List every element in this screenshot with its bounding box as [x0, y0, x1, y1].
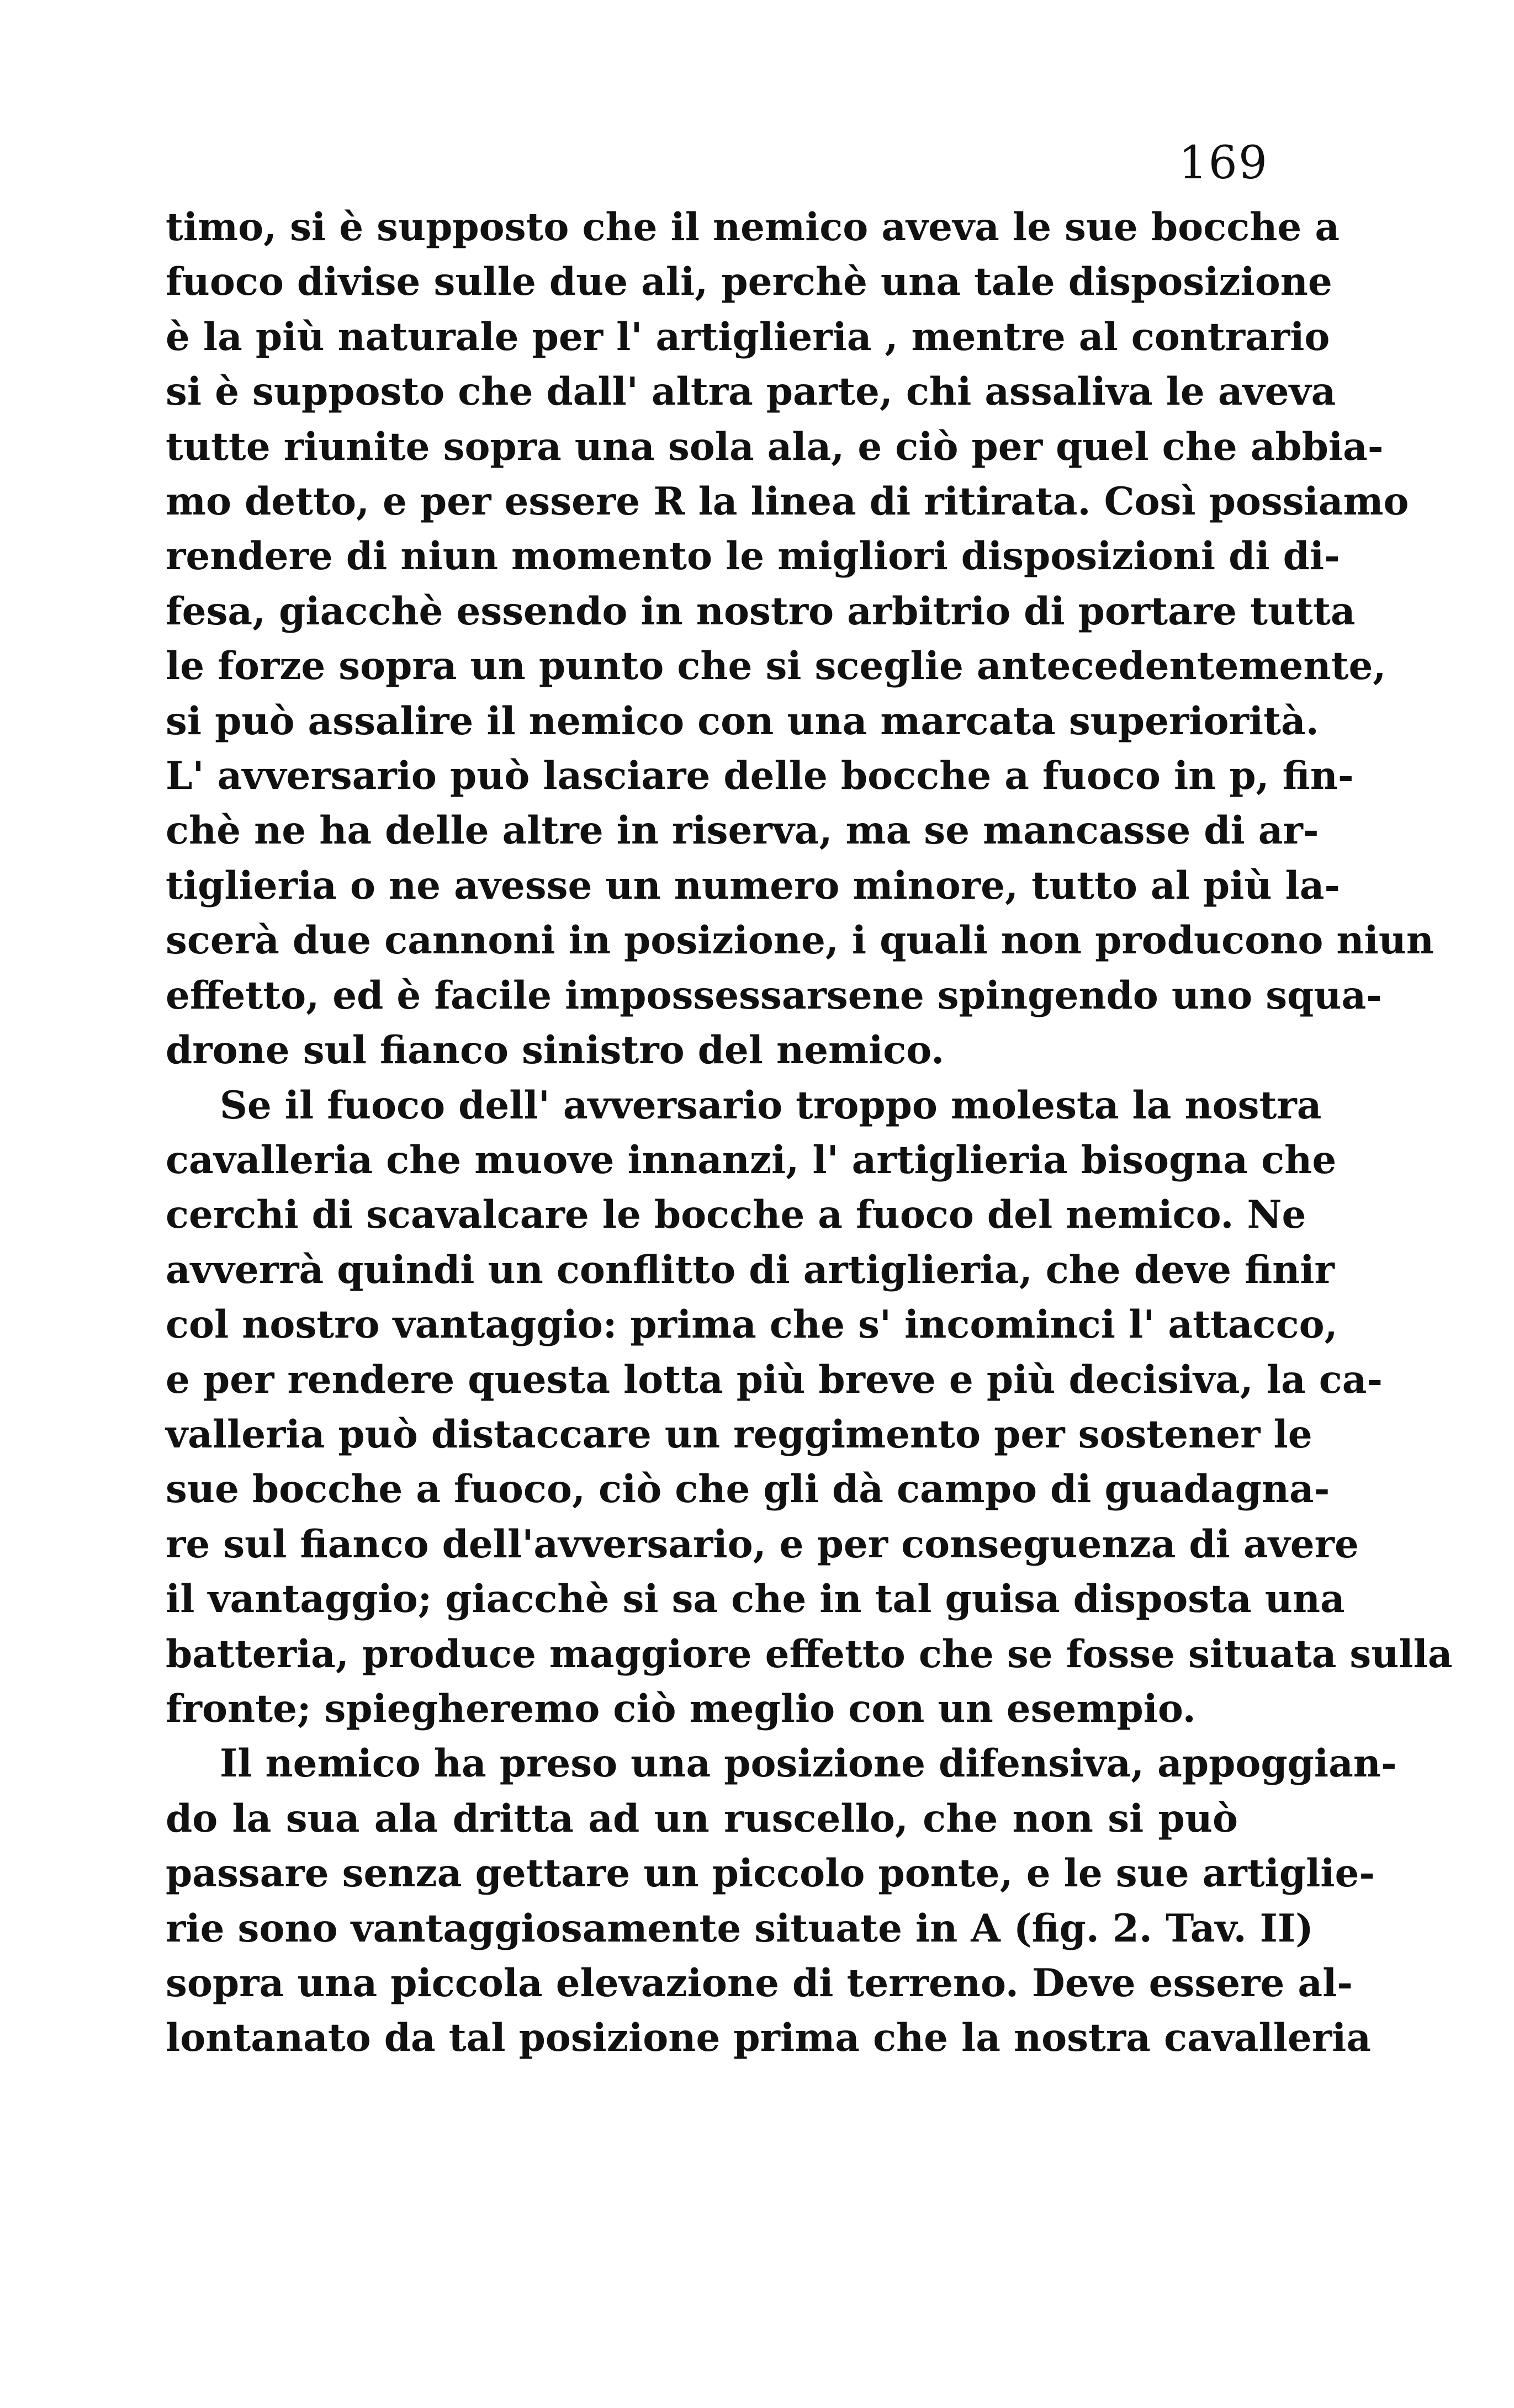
text-line: chè ne ha delle altre in riserva, ma se mancasse di ar- [166, 808, 1319, 853]
text-line: batteria, produce maggiore effetto che se fosse situata sulla [166, 1631, 1453, 1677]
text-line: fronte; spiegheremo ciò meglio con un esempio. [166, 1686, 1196, 1731]
text-line: cavalleria che muove innanzi, l' artiglieria bisogna che [166, 1137, 1337, 1182]
text-line: sue bocche a fuoco, ciò che gli dà campo di guadagna- [166, 1467, 1330, 1512]
text-line: Se il fuoco dell' avversario troppo molesta la nostra [220, 1083, 1322, 1128]
text-line: L' avversario può lasciare delle bocche a fuoco in p, fin- [166, 754, 1354, 799]
page-number: 169 [1178, 137, 1268, 189]
text-line: drone sul fianco sinistro del nemico. [166, 1028, 945, 1073]
text-line: il vantaggio; giacchè si sa che in tal guisa disposta una [166, 1577, 1345, 1622]
text-line: lontanato da tal posizione prima che la nostra cavalleria [166, 2015, 1372, 2061]
text-line: re sul fianco dell'avversario, e per conseguenza di avere [166, 1521, 1359, 1567]
text-line: tutte riunite sopra una sola ala, e ciò per quel che abbia- [166, 424, 1384, 469]
text-line: rendere di niun momento le migliori disposizioni di di- [166, 534, 1340, 579]
text-line: si è supposto che dall' altra parte, chi assaliva le aveva [166, 369, 1336, 415]
text-line: effetto, ed è facile impossessarsene spingendo uno squa- [166, 973, 1382, 1018]
text-line: avverrà quindi un conflitto di artiglieria, che deve finir [166, 1247, 1335, 1292]
text-line: tiglieria o ne avesse un numero minore, tutto al più la- [166, 863, 1341, 908]
text-line: valleria può distaccare un reggimento per sostener le [166, 1412, 1312, 1457]
text-line: rie sono vantaggiosamente situate in A (fig. 2. Tav. II) [166, 1906, 1314, 1951]
text-line: si può assalire il nemico con una marcata superiorità. [166, 698, 1319, 744]
body-text [166, 200, 1453, 2066]
text-line: cerchi di scavalcare le bocche a fuoco del nemico. Ne [166, 1192, 1306, 1238]
text-line: do la sua ala dritta ad un ruscello, che non si può [166, 1796, 1238, 1841]
text-line: e per rendere questa lotta più breve e più decisiva, la ca- [166, 1357, 1383, 1402]
text-line: mo detto, e per essere R la linea di ritirata. Così possiamo [166, 479, 1409, 524]
text-line: è la più naturale per l' artiglieria , mentre al contrario [166, 314, 1330, 359]
text-line: passare senza gettare un piccolo ponte, e le sue artiglie- [166, 1851, 1375, 1896]
text-line: col nostro vantaggio: prima che s' incominci l' attacco, [166, 1302, 1338, 1348]
text-line: timo, si è supposto che il nemico aveva le sue bocche a [166, 205, 1340, 250]
text-line: Il nemico ha preso una posizione difensiva, appoggian- [220, 1741, 1397, 1786]
text-line: fuoco divise sulle due ali, perchè una tale disposizione [166, 259, 1332, 305]
text-line: sopra una piccola elevazione di terreno. Deve essere al- [166, 1961, 1353, 2006]
text-line: fesa, giacchè essendo in nostro arbitrio di portare tutta [166, 588, 1356, 634]
text-line: scerà due cannoni in posizione, i quali non producono niun [166, 918, 1434, 963]
text-line: le forze sopra un punto che si sceglie antecedentemente, [166, 644, 1386, 689]
